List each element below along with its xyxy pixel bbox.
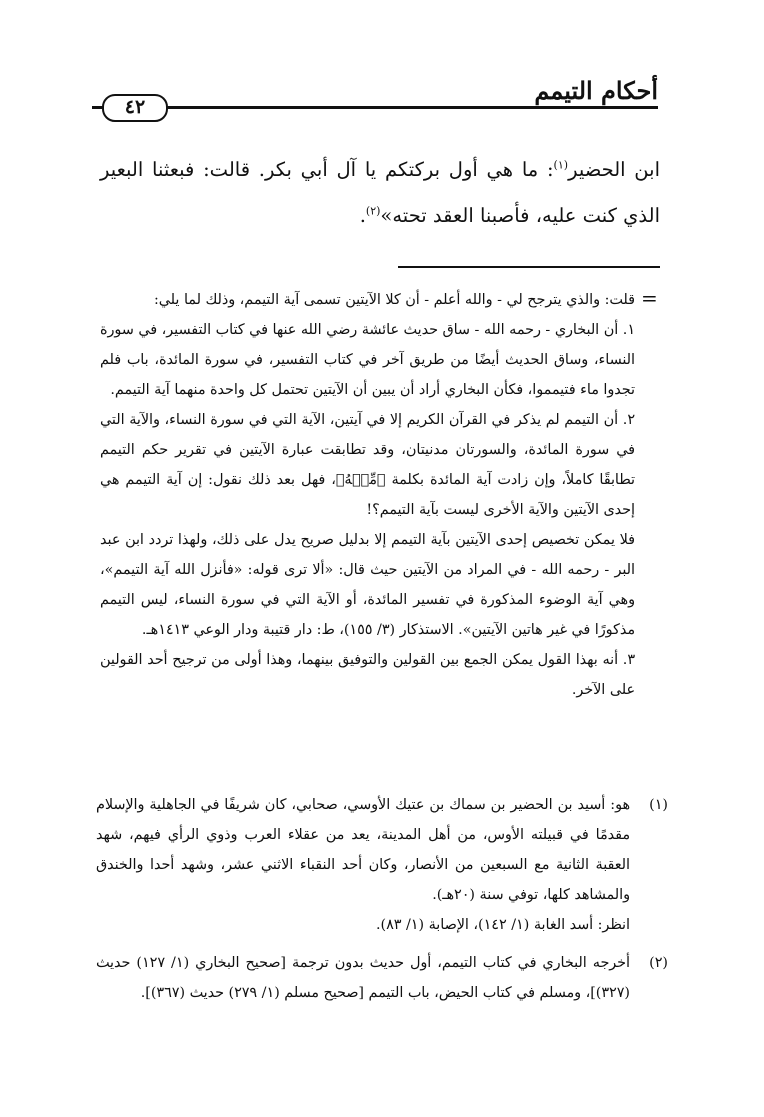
footnote-separator xyxy=(398,266,660,268)
footnote-line: هو: أسيد بن الحضير بن سماك بن عتيك الأوسي، صحابي، كان شريفًا في الجاهلية والإسلام مقدمًا في قبيلته الأوس، من أهل المدينة، يعد من عقلاء العرب وذوي الرأي فيهم، شهد العقبة الثانية مع السبعين من الأنصار، وكان أحد النقباء الاثني عشر، وشهد أحدا والخندق والمشاهد كلها، توفي سنة (٢٠هـ). xyxy=(96,797,630,903)
page-title: أحكام التيمم xyxy=(534,76,658,105)
commentary-point-1: ١. أن البخاري - رحمه الله - ساق حديث عائشة رضي الله عنها في كتاب التفسير، في سورة النساء، وساق الحديث أيضًا من طريق آخر في كتاب التفسير، في سورة المائدة، باب فلم تجدوا ماء فتيمموا، فكأن البخاري أراد أن يبين أن الآيتين تحتمل كل واحدة منهما آية التيمم. xyxy=(100,322,636,398)
body-paragraph xyxy=(100,147,660,239)
page-number-badge: ٤٢ xyxy=(102,94,168,122)
commentary-paragraph: فلا يمكن تخصيص إحدى الآيتين بآية التيمم إلا بدليل صريح يدل على ذلك، ولهذا تردد ابن عبد البر - رحمه الله - في المراد من الآيتين حيث قال: «ألا ترى قوله: «فأنزل الله آية التيمم»، وهي آية الوضوء المذكورة في تفسير المائدة، أو الآية التي في سورة النساء، ليس التيمم مذكورًا في غير هاتين الآيتين». الاستذكار (٣/ ١٥٥)، ط: دار قتيبة ودار الوعي ١٤١٣هـ. xyxy=(100,532,635,638)
footnote-2 xyxy=(96,948,668,1008)
footnote-line: أخرجه البخاري في كتاب التيمم، أول حديث بدون ترجمة [صحيح البخاري (١/ ١٢٧) حديث (٣٢٧)]، ومسلم في كتاب الحيض، باب التيمم [صحيح مسلم (١/ ٢٧٩) حديث (٣٦٧)]. xyxy=(96,955,630,1001)
footnote-marker: (٢) xyxy=(649,955,668,971)
commentary-footnote xyxy=(100,285,635,705)
header-rule xyxy=(92,106,658,109)
body-text xyxy=(100,147,660,239)
footnote-ref-2: (٢) xyxy=(365,204,381,218)
footnote-marker: (١) xyxy=(649,797,668,813)
footnote-1 xyxy=(96,790,668,940)
body-line-end: . xyxy=(359,204,366,227)
commentary-intro: قلت: والذي يترجح لي - والله أعلم - أن كلا الآيتين تسمى آية التيمم، وذلك لما يلي: xyxy=(153,292,635,308)
body-line1-rest: : ما هي أول بركتكم يا آل أبي بكر. قالت: فبعثنا البعير الذي كنت عليه، فأصبنا العقد تحته» xyxy=(100,158,660,227)
footnotes xyxy=(96,790,668,1008)
continuation-mark: = xyxy=(641,286,658,310)
commentary-point-3: ٣. أنه بهذا القول يمكن الجمع بين القولين والتوفيق بينهما، وهذا أولى من ترجيح أحد القولين على الآخر. xyxy=(100,652,635,698)
footnote-ref-1: (١) xyxy=(553,158,569,172)
footnote-line: انظر: أسد الغابة (١/ ١٤٢)، الإصابة (١/ ٨٣). xyxy=(375,917,630,933)
body-line1-text: ابن الحضير xyxy=(568,158,660,181)
page-header xyxy=(92,62,658,122)
commentary-point-2: ٢. أن التيمم لم يذكر في القرآن الكريم إلا في آيتين، الآية التي في سورة النساء، والآية التي في سورة المائدة، والسورتان مدنيتان، وقد تطابقت عبارة الآيتين في تقرير حكم التيمم تطابقًا كاملاً، وإن زادت آية المائدة بكلمة ﴿مِّنۡهُ﴾، فهل بعد ذلك نقول: إن آية التيمم هي إحدى الآيتين والآية الأخرى ليست بآية التيمم؟! xyxy=(100,412,635,518)
